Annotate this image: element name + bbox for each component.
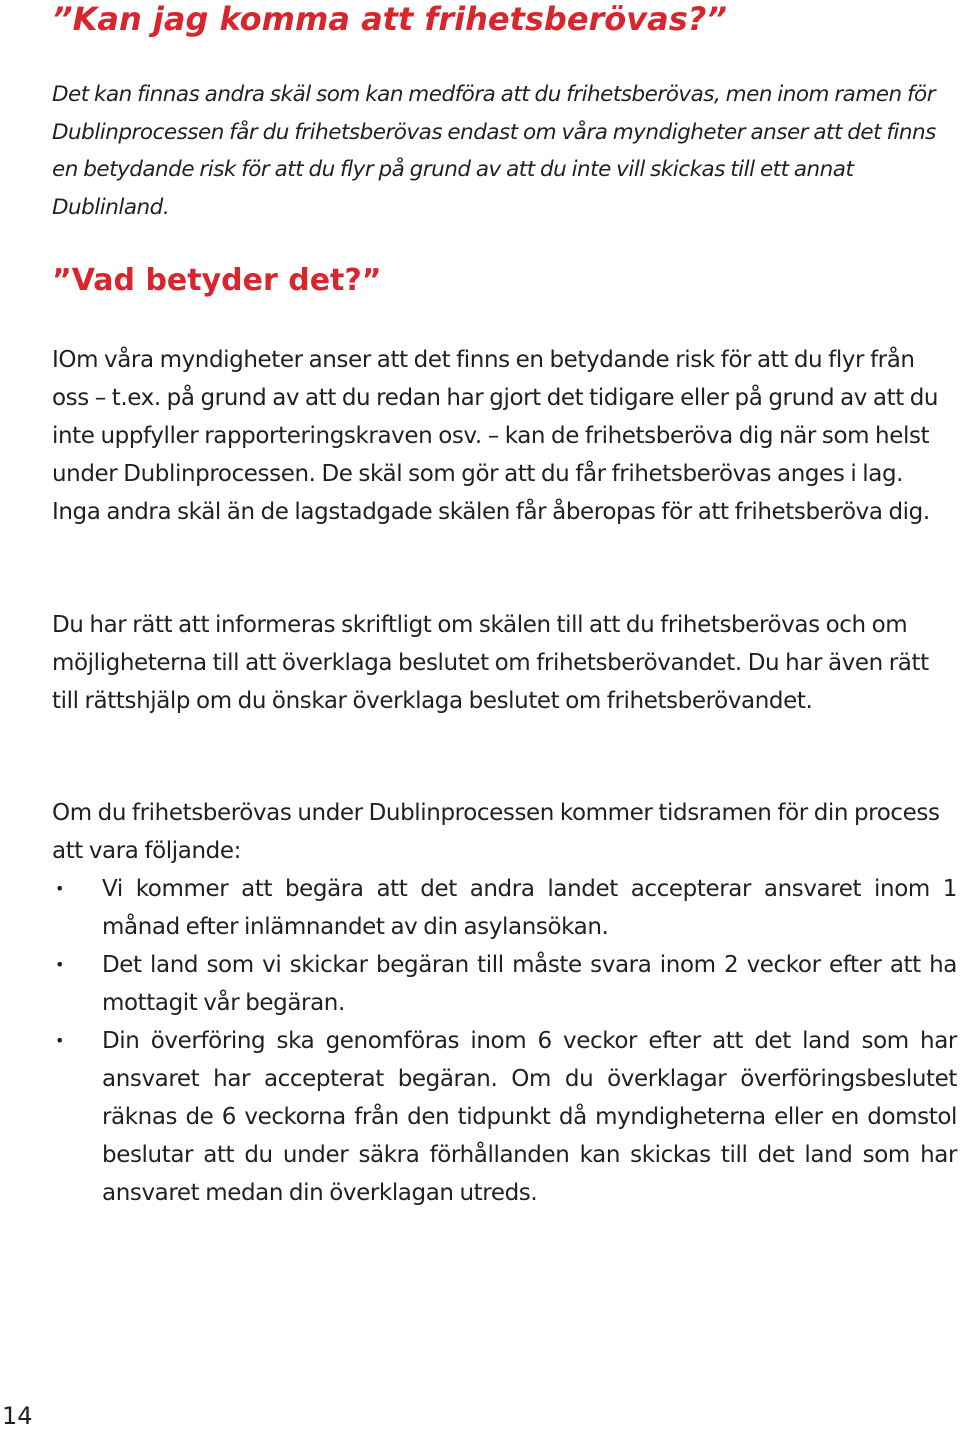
- section-heading: ”Kan jag komma att frihetsberövas?”: [52, 0, 727, 38]
- bullet-text: Din överföring ska genomföras inom 6 veckor efter att det land som har ansvaret har accepterat begäran. Om du överklagar överföringsbeslutet räknas de 6 veckorna från den tidpunkt då myndigheterna eller en domstol beslutar att du under säkra förhållanden kan skickas till det land som har ansvaret medan din överklagan utreds.: [102, 1028, 957, 1206]
- bullet-icon: •: [55, 955, 65, 974]
- body-paragraph-rights: Du har rätt att informeras skriftligt om skälen till att du frihetsberövas och om möjligheterna till att överklaga beslutet om frihetsberövandet. Du har även rätt till rättshjälp om du önskar överklaga beslutet om frihetsberövandet.: [52, 612, 929, 714]
- body-paragraph-explanation: IOm våra myndigheter anser att det finns en betydande risk för att du flyr från oss – t.ex. på grund av att du redan har gjort det tidigare eller på grund av att du inte uppfyller rapporteringskraven osv. – kan de frihetsberöva dig när som helst under Dublinprocessen. De skäl som gör att du får frihetsberövas anges i lag. Inga andra skäl än de lagstadgade skälen får åberopas för att frihetsberöva dig.: [52, 347, 939, 525]
- bullet-text: Vi kommer att begära att det andra landet accepterar ansvaret inom 1 månad efter inlämnandet av din asylansökan.: [102, 876, 957, 940]
- timeframe-bullet-list: [52, 870, 957, 1212]
- bullet-icon: •: [55, 1031, 65, 1050]
- body-paragraph-timeframe: Om du frihetsberövas under Dublinprocessen kommer tidsramen för din process att vara följande:: [52, 800, 940, 864]
- intro-paragraph: Det kan finnas andra skäl som kan medföra att du frihetsberövas, men inom ramen för Dublinprocessen får du frihetsberövas endast om våra myndigheter anser att det finns en betydande risk för att du flyr på grund av att du inte vill skickas till ett annat Dublinland.: [52, 82, 936, 220]
- subsection-heading: ”Vad betyder det?”: [52, 263, 382, 298]
- bullet-text: Det land som vi skickar begäran till måste svara inom 2 veckor efter att ha mottagit vår begäran.: [102, 952, 957, 1016]
- bullet-item: [52, 946, 957, 1022]
- bullet-icon: •: [55, 879, 65, 898]
- bullet-item: [52, 1022, 957, 1212]
- bullet-item: [52, 870, 957, 946]
- page-number: 14: [2, 1402, 33, 1430]
